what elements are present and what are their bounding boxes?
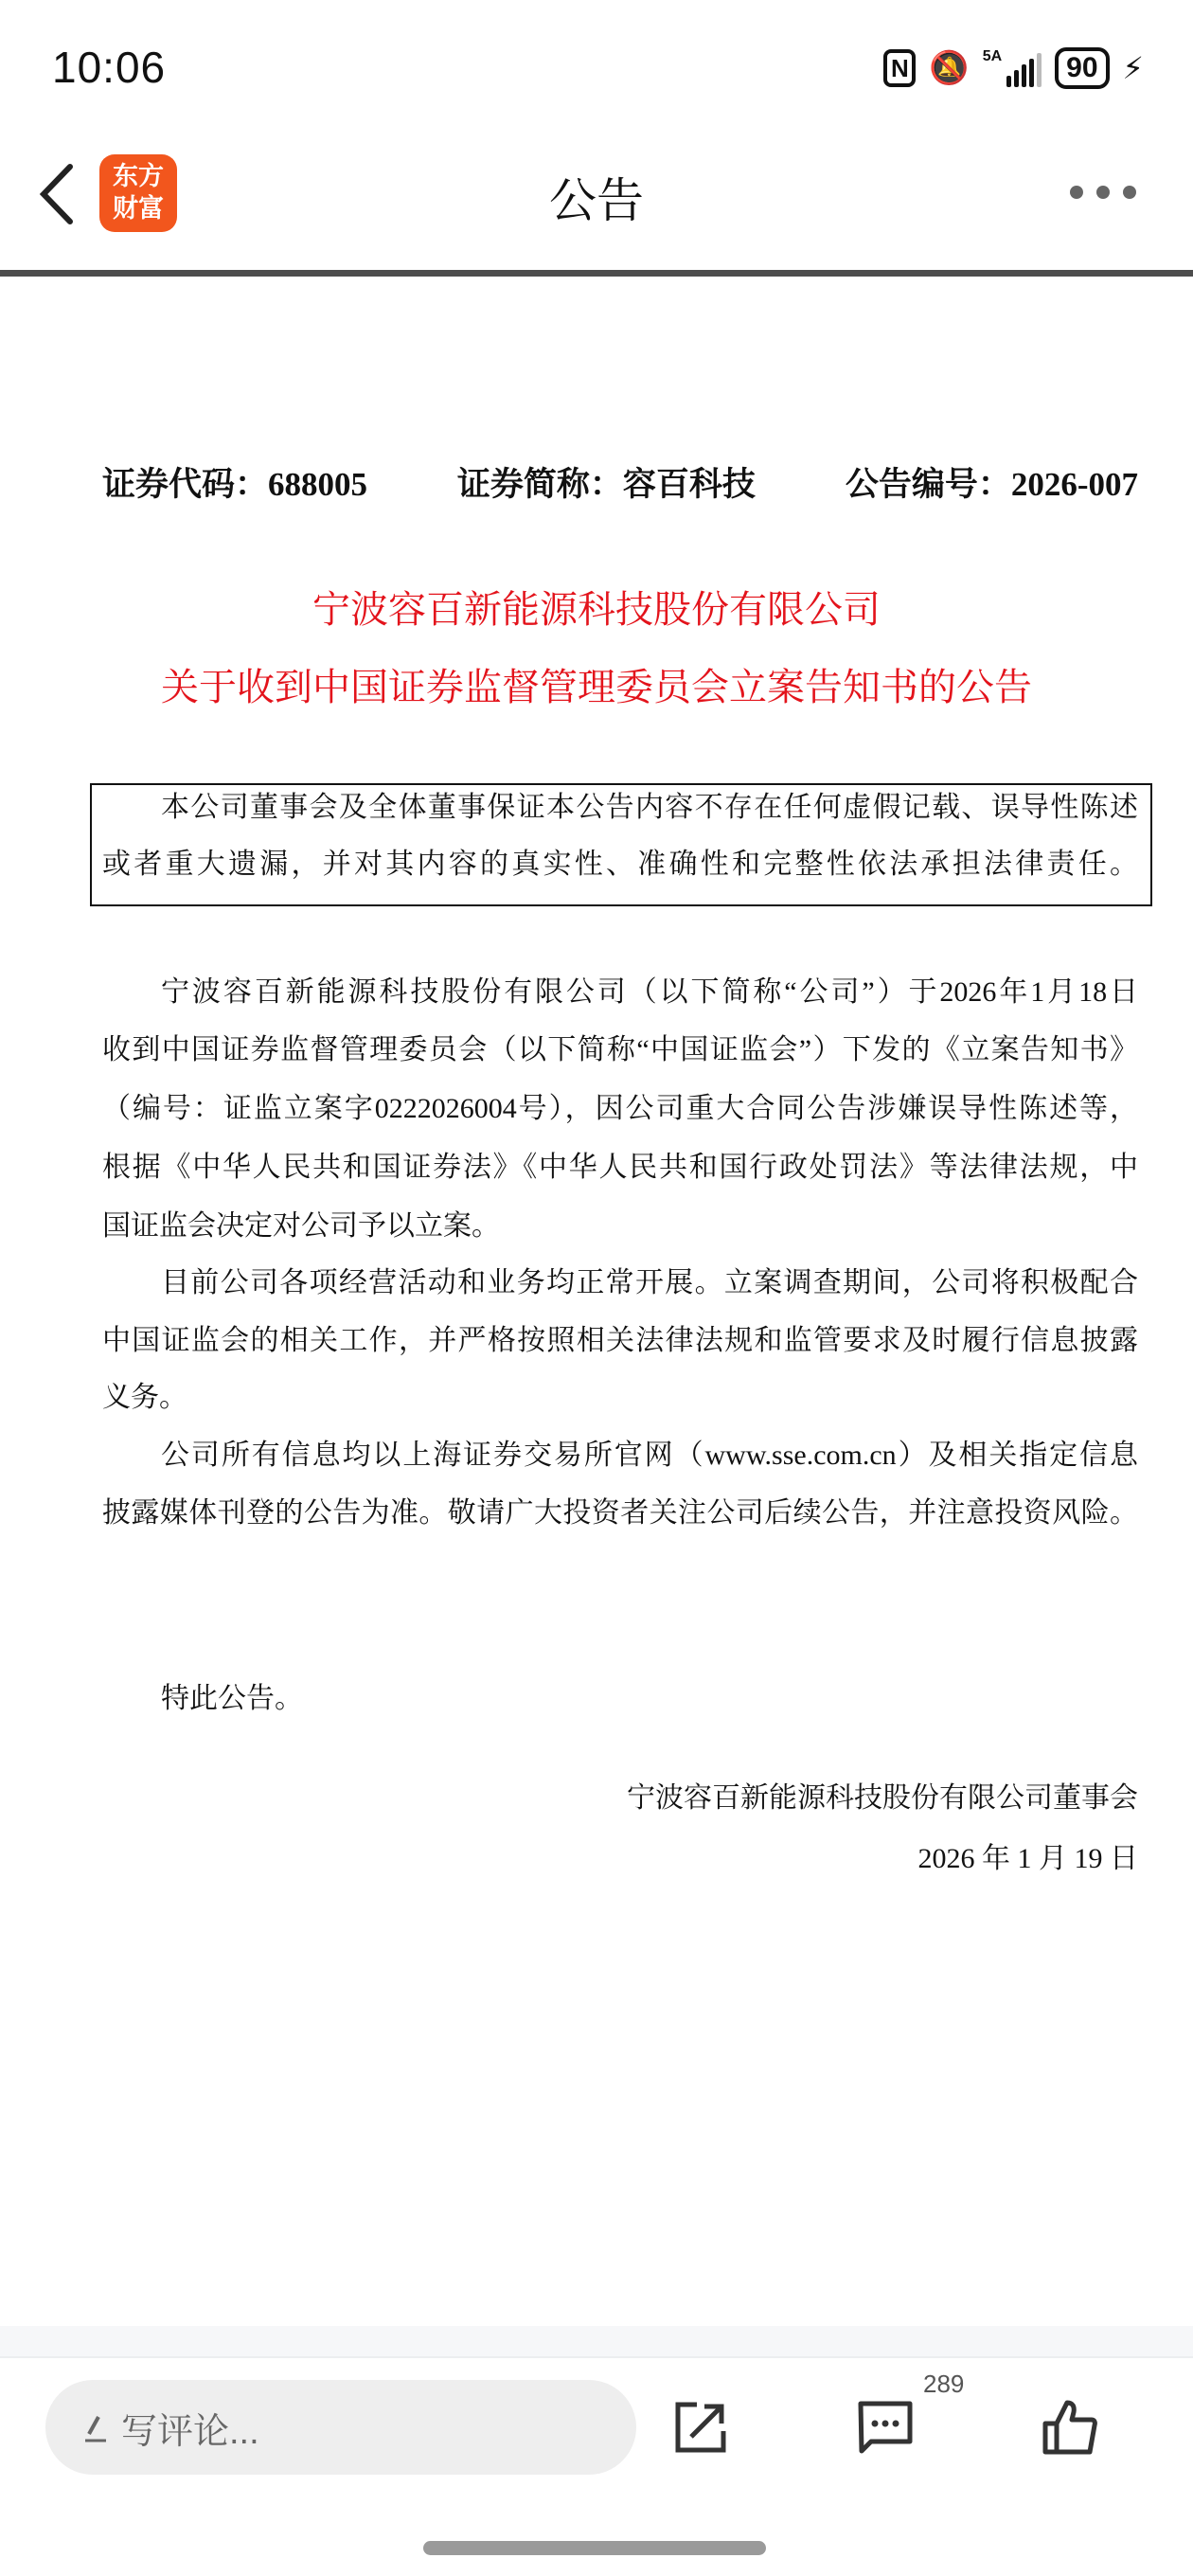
body-line: 中国证监会的相关工作，并严格按照相关法律法规和监管要求及时履行信息披露 bbox=[102, 1325, 1138, 1356]
status-time: 10:06 bbox=[52, 43, 167, 92]
security-info bbox=[102, 458, 1138, 506]
network-type: 5A bbox=[982, 48, 1003, 64]
body-line: 宁波容百新能源科技股份有限公司（以下简称“公司”）于2026年1月18日 bbox=[161, 976, 1138, 1008]
body-line: 义务。 bbox=[102, 1382, 187, 1413]
body-line: 公司所有信息均以上海证券交易所官网（www.sse.com.cn）及相关指定信息 bbox=[161, 1440, 1138, 1471]
share-button[interactable] bbox=[668, 2394, 734, 2460]
like-button[interactable] bbox=[1037, 2394, 1103, 2460]
more-options-button[interactable] bbox=[1070, 186, 1136, 199]
comment-placeholder: 写评论... bbox=[121, 2411, 259, 2452]
logo-text-2: 财富 bbox=[113, 194, 164, 223]
announcement-date: 2026 年 1 月 19 日 bbox=[917, 1843, 1138, 1874]
comment-icon bbox=[856, 2398, 915, 2457]
comment-count: 289 bbox=[923, 2370, 965, 2398]
bottom-separator bbox=[0, 2326, 1193, 2358]
pencil-icon bbox=[83, 2411, 108, 2443]
signature: 宁波容百新能源科技股份有限公司董事会 bbox=[627, 1782, 1138, 1814]
statement-line: 本公司董事会及全体董事保证本公告内容不存在任何虚假记载、误导性陈述 bbox=[161, 792, 1138, 823]
comment-input[interactable] bbox=[45, 2380, 636, 2475]
battery-indicator: 90 bbox=[1055, 47, 1109, 89]
logo-text-1: 东方 bbox=[113, 162, 164, 190]
status-icons bbox=[883, 47, 1144, 89]
comments-button[interactable] bbox=[852, 2394, 918, 2460]
body-line: 国证监会决定对公司予以立案。 bbox=[102, 1210, 500, 1242]
home-indicator[interactable] bbox=[423, 2541, 766, 2555]
body-line: 目前公司各项经营活动和业务均正常开展。立案调查期间，公司将积极配合 bbox=[161, 1267, 1138, 1298]
body-line: 根据《中华人民共和国证券法》《中华人民共和国行政处罚法》等法律法规，中 bbox=[102, 1152, 1138, 1183]
security-code: 证券代码：688005 bbox=[102, 466, 368, 503]
page-title: 公告 bbox=[549, 174, 644, 227]
signal-icon bbox=[983, 49, 1042, 87]
closing-text: 特此公告。 bbox=[161, 1683, 303, 1714]
mute-bell-icon: 🔕 bbox=[929, 50, 970, 86]
security-short-name: 证券简称：容百科技 bbox=[456, 466, 756, 503]
nfc-icon: N bbox=[883, 49, 916, 87]
statement-line: 或者重大遗漏，并对其内容的真实性、准确性和完整性依法承担法律责任。 bbox=[102, 849, 1138, 880]
body-line: 披露媒体刊登的公告为准。敬请广大投资者关注公司后续公告，并注意投资风险。 bbox=[102, 1497, 1138, 1529]
body-line: （编号：证监立案字0222026004号），因公司重大合同公告涉嫌误导性陈述等， bbox=[102, 1093, 1138, 1124]
announcement-number: 公告编号：2026-007 bbox=[845, 466, 1138, 503]
thumbs-up-icon bbox=[1041, 2397, 1099, 2458]
share-icon bbox=[672, 2399, 729, 2456]
header-divider bbox=[0, 270, 1193, 277]
body-line: 收到中国证券监督管理委员会（以下简称“中国证监会”）下发的《立案告知书》 bbox=[102, 1034, 1138, 1065]
charging-icon: ⚡ bbox=[1122, 51, 1144, 85]
announcement-title-line-1: 宁波容百新能源科技股份有限公司 bbox=[312, 588, 881, 631]
announcement-title-line-2: 关于收到中国证券监督管理委员会立案告知书的公告 bbox=[161, 666, 1032, 708]
